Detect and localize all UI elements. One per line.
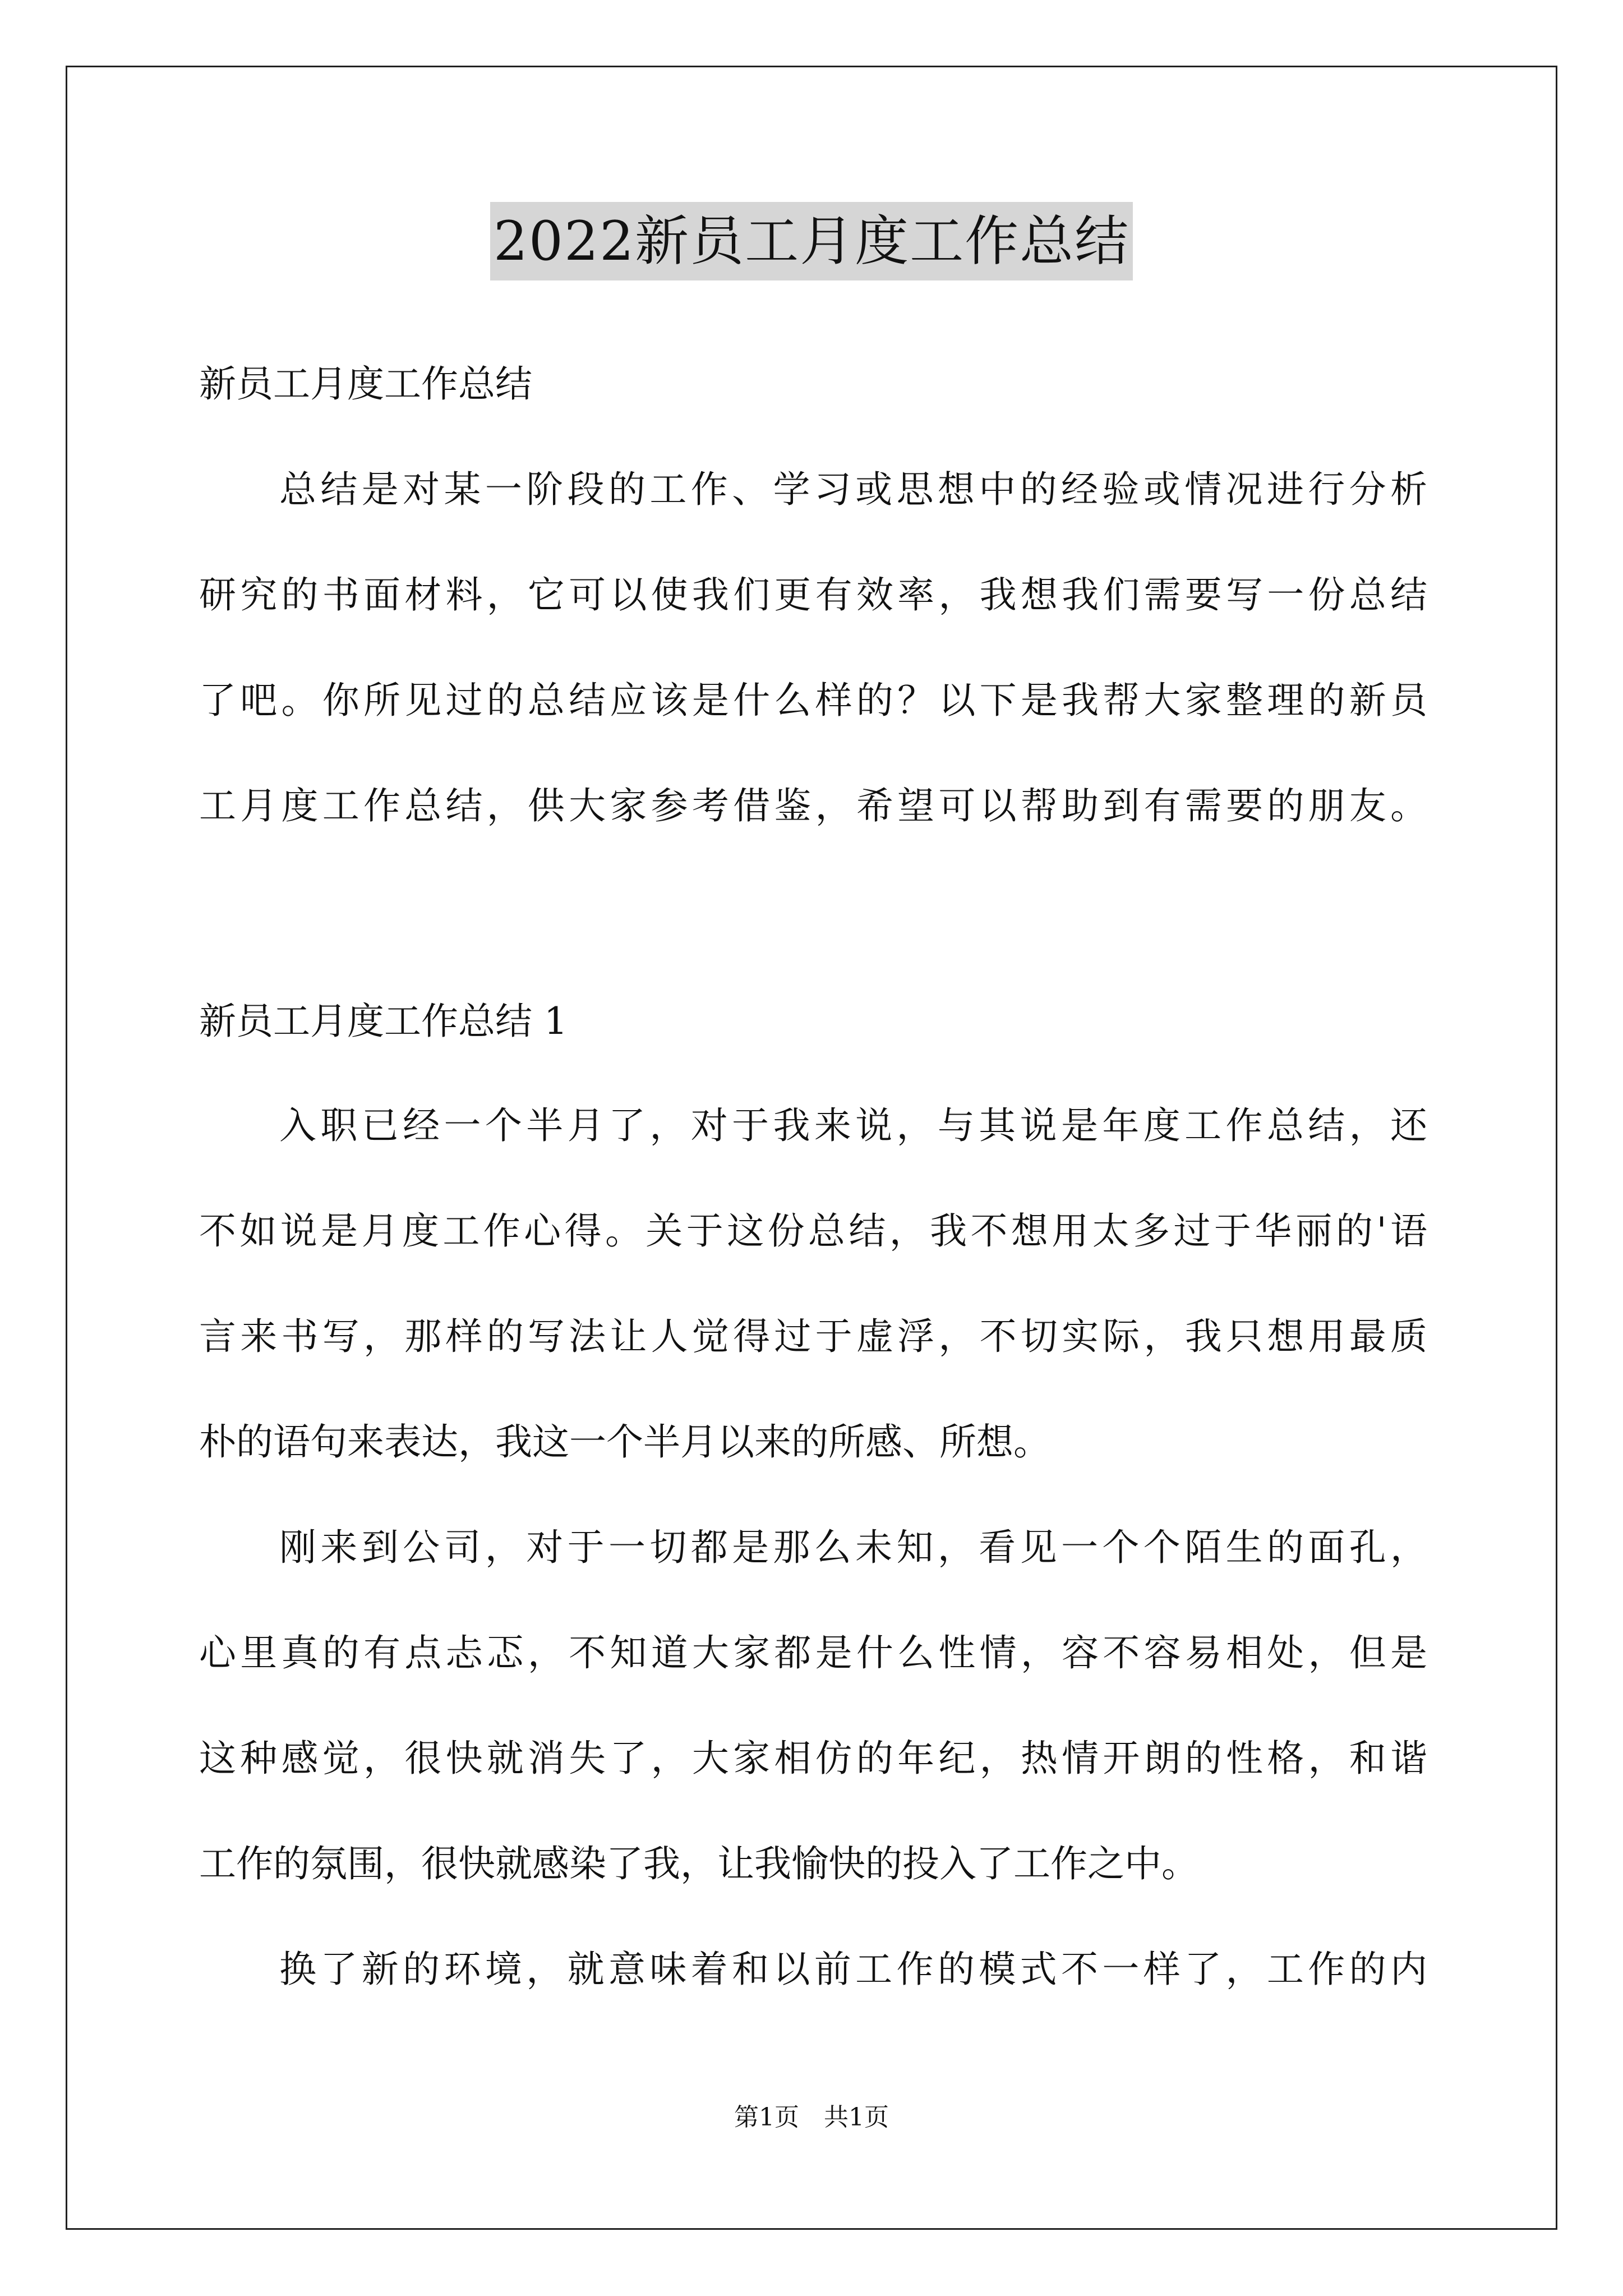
section-heading: 新员工月度工作总结 1 <box>199 1000 568 1043</box>
paragraph-line: 刚来到公司，对于一切都是那么未知，看见一个个陌生的面孔， <box>279 1526 1427 1569</box>
paragraph-line: 工作的氛围，很快就感染了我，让我愉快的投入了工作之中。 <box>199 1842 1198 1885</box>
page-number: 第1页 <box>734 2103 799 2132</box>
intro-line: 了吧。你所见过的总结应该是什么样的？以下是我帮大家整理的新员 <box>199 679 1427 722</box>
intro-line: 研究的书面材料，它可以使我们更有效率，我想我们需要写一份总结 <box>199 573 1427 616</box>
page-total: 共1页 <box>824 2103 889 2132</box>
paragraph-line: 入职已经一个半月了，对于我来说，与其说是年度工作总结，还 <box>279 1104 1427 1147</box>
paragraph-line: 这种感觉，很快就消失了，大家相仿的年纪，热情开朗的性格，和谐 <box>199 1737 1427 1780</box>
paragraph-line: 言来书写，那样的写法让人觉得过于虚浮，不切实际，我只想用最质 <box>199 1315 1427 1358</box>
title-container <box>0 202 1623 280</box>
subtitle: 新员工月度工作总结 <box>199 362 532 406</box>
paragraph-line: 不如说是月度工作心得。关于这份总结，我不想用太多过于华丽的'语 <box>199 1209 1427 1253</box>
intro-line: 总结是对某一阶段的工作、学习或思想中的经验或情况进行分析 <box>279 468 1427 511</box>
paragraph-line: 朴的语句来表达，我这一个半月以来的所感、所想。 <box>199 1420 1050 1464</box>
page-footer <box>0 2101 1623 2134</box>
paragraph-line: 心里真的有点忐忑，不知道大家都是什么性情，容不容易相处，但是 <box>199 1631 1427 1674</box>
document-title: 2022新员工月度工作总结 <box>490 202 1133 280</box>
intro-line: 工月度工作总结，供大家参考借鉴，希望可以帮助到有需要的朋友。 <box>199 784 1427 827</box>
paragraph-line: 换了新的环境，就意味着和以前工作的模式不一样了，工作的内 <box>279 1948 1427 1991</box>
